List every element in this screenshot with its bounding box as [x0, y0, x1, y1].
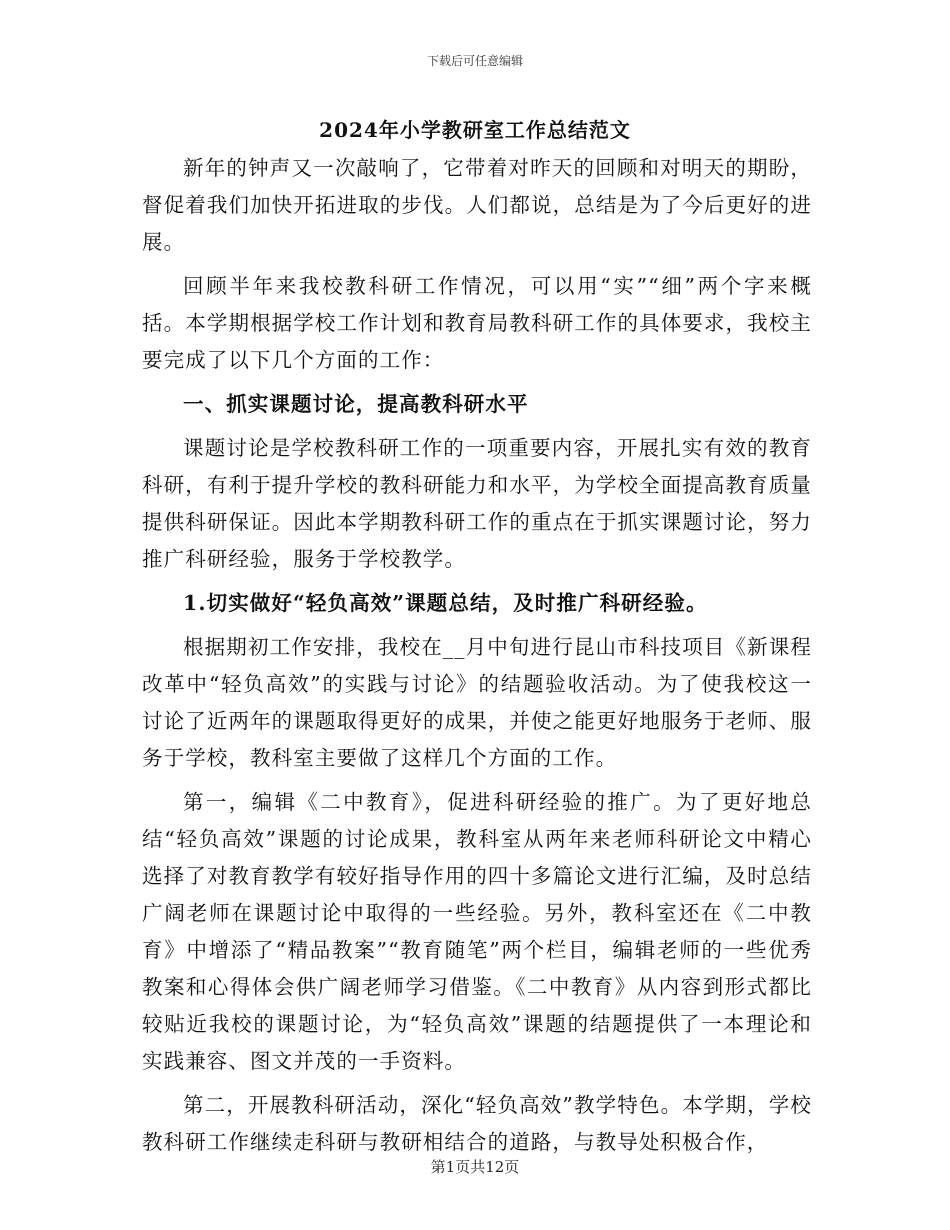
section-heading-1: 一、抓实课题讨论，提高教科研水平: [183, 392, 529, 416]
paragraph-review: 回顾半年来我校教科研工作情况，可以用“实”“细”两个字来概括。本学期根据学校工作计划和教育局教科研工作的具体要求，我校主要完成了以下几个方面的工作：: [142, 274, 812, 372]
paragraph-second: 第二，开展教科研活动，深化“轻负高效”教学特色。本学期，学校教科研工作继续走科研与教研相结合的道路，与教导处积极合作，: [142, 1093, 812, 1154]
paragraph-first: 第一，编辑《二中教育》，促进科研经验的推广。为了更好地总结“轻负高效”课题的讨论成果，教科室从两年来老师科研论文中精心选择了对教育教学有较好指导作用的四十多篇论文进行汇编，及时总结广阔老师在课题讨论中取得的一些经验。另外，教科室还在《二中教育》中增添了“精品教案”“教育随笔”两个栏目，编辑老师的一些优秀教案和心得体会供广阔老师学习借鉴。《二中教育》从内容到形式都比较贴近我校的课题讨论，为“轻负高效”课题的结题提供了一本理论和实践兼容、图文并茂的一手资料。: [142, 790, 812, 1073]
page-number: 第1页共12页: [430, 1158, 520, 1176]
document-title: 2024年小学教研室工作总结范文: [319, 118, 631, 142]
paragraph-schedule: 根据期初工作安排，我校在__月中旬进行昆山市科技项目《新课程改革中“轻负高效”的实践与讨论》的结题验收活动。为了使我校这一讨论了近两年的课题取得更好的成果，并使之能更好地服务于老师、服务于学校，教科室主要做了这样几个方面的工作。: [142, 635, 812, 770]
paragraph-research-topic: 课题讨论是学校教科研工作的一项重要内容，开展扎实有效的教育科研，有利于提升学校的教科研能力和水平，为学校全面提高教育质量提供科研保证。因此本学期教科研工作的重点在于抓实课题讨论，努力推广科研经验，服务于学校教学。: [142, 436, 812, 571]
paragraph-intro: 新年的钟声又一次敲响了，它带着对昨天的回顾和对明天的期盼，督促着我们加快开拓进取的步伐。人们都说，总结是为了今后更好的进展。: [142, 156, 812, 254]
subsection-heading-1: 1.切实做好“轻负高效”课题总结，及时推广科研经验。: [183, 591, 708, 615]
document-body: [142, 150, 812, 1161]
page-header-note: 下载后可任意编辑: [426, 54, 523, 68]
